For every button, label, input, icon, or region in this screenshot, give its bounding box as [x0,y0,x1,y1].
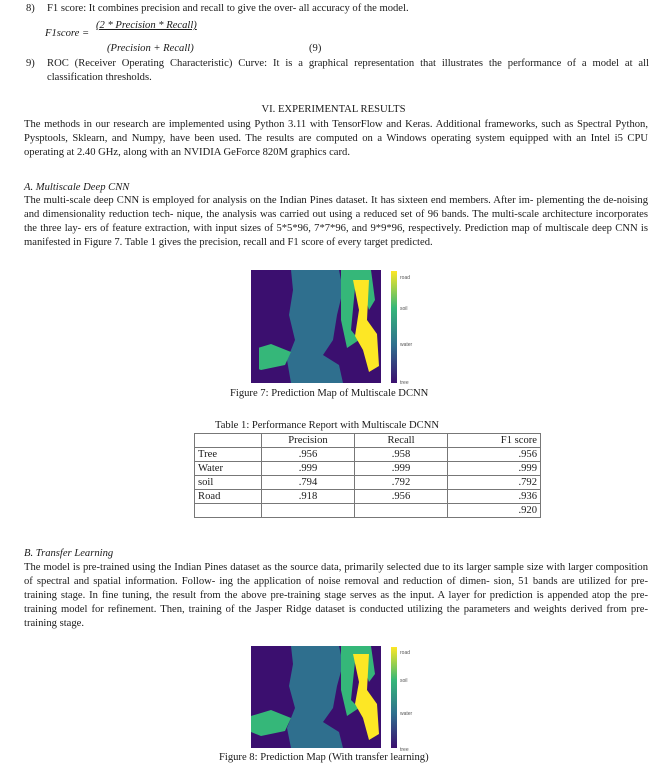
table-cell: .792 [355,476,448,490]
colorbar-label: tree [400,380,409,386]
table-cell: .999 [355,462,448,476]
table-cell: .936 [448,490,541,504]
table-header-cell [195,434,262,448]
table-cell [355,504,448,518]
table-cell: .956 [262,448,355,462]
list-number: 9) [26,58,35,69]
section-heading: VI. EXPERIMENTAL RESULTS [261,104,406,115]
formula-denominator: (Precision + Recall) [107,43,194,54]
formula-lhs: F1score = [45,28,90,39]
table-1-caption: Table 1: Performance Report with Multiscale DCNN [215,420,440,431]
table-cell: Tree [195,448,262,462]
formula-numerator: (2 * Precision * Recall) [96,20,197,31]
table-row [195,490,541,504]
table-cell: .956 [448,448,541,462]
table-cell: .999 [262,462,355,476]
subsection-heading-b: B. Transfer Learning [24,548,114,559]
table-cell: .999 [448,462,541,476]
table-row [195,476,541,490]
subsection-a-text: The multi-scale deep CNN is employed for analysis on the Indian Pines dataset. It has sixteen end members. After im- plementing the de-noising and dimensionality reduction tech- nique, the analysis was carried out using a reduced set of 96 bands. The multi-scale architecture incorporates the three lay- ers of feature extraction, with input sizes of 5*5*96, 7*7*96, and 9*9*96, respectively. Prediction map of multiscale deep CNN is manifested in Figure 7. Table 1 gives the precision, recall and F1 score of every target predicted. [24,195,648,248]
table-header-cell: Precision [262,434,355,448]
performance-table [194,433,541,518]
colorbar-label: water [400,711,413,717]
colorbar-fig8 [391,647,397,748]
table-header-row [195,434,541,448]
table-cell: .918 [262,490,355,504]
figure-8-caption: Figure 8: Prediction Map (With transfer learning) [219,752,429,763]
table-cell: Water [195,462,262,476]
subsection-b-text: The model is pre-trained using the Indian Pines dataset as the source data, primarily selected due to its larger sample size with larger composition of spectral and spatial information. Follow- ing the application of noise removal and reduction of dimen- sion, 51 bands are utilized for pre-training stage. In fine tuning, the result from the above pre-training stage serves as the input. A layer for prediction is appended atop the pre-training model for refinement. Then, training of the Jasper Ridge dataset is conducted utilizing the parameters and weights derived from pre-training stage. [24,562,648,629]
table-header-cell: Recall [355,434,448,448]
table-row [195,448,541,462]
colorbar-label: soil [400,678,408,684]
colorbar-label: road [400,275,411,281]
equation-number: (9) [309,43,322,54]
prediction-map-fig8 [251,646,381,748]
table-cell: .958 [355,448,448,462]
list-number: 8) [26,3,35,14]
colorbar-fig7 [391,271,397,383]
table-cell [262,504,355,518]
roc-definition: ROC (Receiver Operating Characteristic) Curve: It is a graphical representation that illustrates the performance of a model at all classification thresholds. [47,58,649,83]
table-cell: .792 [448,476,541,490]
colorbar-label: water [400,342,413,348]
table-header-cell: F1 score [448,434,541,448]
table-cell: soil [195,476,262,490]
table-cell [195,504,262,518]
colorbar-label: soil [400,306,408,312]
figure-7-caption: Figure 7: Prediction Map of Multiscale DCNN [230,388,429,399]
colorbar-label: road [400,650,411,656]
table-cell: .794 [262,476,355,490]
table-row [195,462,541,476]
table-cell: .956 [355,490,448,504]
section-intro: The methods in our research are implemented using Python 3.11 with TensorFlow and Keras. Additional frameworks, such as Spectral Python, Pysptools, Sklearn, and Numpy, have been used. The results are computed on a Windows operating system equipped with an Intel i5 CPU operating at 2.40 GHz, along with an NVIDIA GeForce 820M graphics card. [24,119,648,158]
table-cell: .920 [448,504,541,518]
subsection-heading-a: A. Multiscale Deep CNN [24,182,130,193]
f1-definition: F1 score: It combines precision and recall to give the over- all accuracy of the model. [47,3,409,14]
prediction-map-svg [251,270,381,383]
prediction-map-svg [251,646,381,748]
prediction-map-fig7 [251,270,381,383]
table-row [195,504,541,518]
table-cell: Road [195,490,262,504]
colorbar-label: tree [400,747,409,753]
